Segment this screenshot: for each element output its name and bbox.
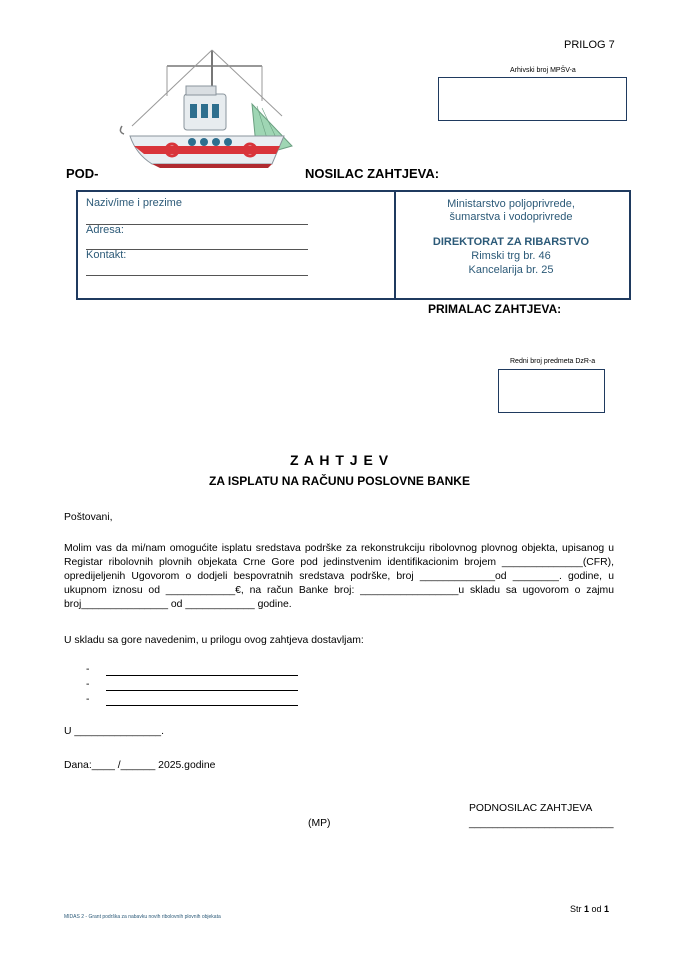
enclosure-bullet: - bbox=[86, 664, 90, 675]
enclosure-intro: U skladu sa gore navedenim, u prilogu ovog zahtjeva dostavljam: bbox=[64, 635, 364, 646]
applicant-heading-prefix: POD- bbox=[66, 166, 99, 181]
enclosure-bullet: - bbox=[86, 679, 90, 690]
attachment-number: PRILOG 7 bbox=[564, 39, 615, 51]
signature-label: PODNOSILAC ZAHTJEVA bbox=[469, 803, 593, 814]
directorate-name: DIREKTORAT ZA RIBARSTVO bbox=[432, 236, 590, 248]
greeting: Poštovani, bbox=[64, 512, 113, 523]
recipient-heading: PRIMALAC ZAHTJEVA: bbox=[428, 302, 562, 316]
signature-line[interactable]: _________________________ bbox=[469, 818, 614, 829]
recipient-address: Rimski trg br. 46 bbox=[471, 250, 551, 262]
applicant-heading: NOSILAC ZAHTJEVA: bbox=[305, 166, 440, 181]
footer-note: MIDAS 2 - Grant podrška za nabavku novih ribolovnih plovnih objekata bbox=[64, 914, 221, 920]
address-field-label: Adresa: bbox=[86, 224, 124, 236]
enclosure-line[interactable] bbox=[106, 705, 298, 706]
page-number: Str 1 od 1 bbox=[570, 904, 610, 914]
enclosure-bullet: - bbox=[86, 694, 90, 705]
request-paragraph: Molim vas da mi/nam omogućite isplatu sredstava podrške za rekonstrukciju ribolovnog plovnog objekta, upisanog u Registar ribolovnih plovnih objekata Crne Gore pod jedinstvenim identifikacionim brojem ______________(CFR), opredijeljenih Ugovorom o dodjeli bespovratnih sredstava podrške, broj _____________od ________. godine, u ukupnom iznosu od ____________€, na račun Banke broj: _________________u skladu sa ugovorom o zajmu broj_______________ od ____________ godine. bbox=[64, 543, 614, 610]
contact-field-line[interactable] bbox=[86, 275, 308, 276]
recipient-office: Kancelarija br. 25 bbox=[468, 264, 554, 276]
archive-number-field[interactable] bbox=[438, 77, 627, 121]
ministry-name-line2: šumarstva i vodoprivrede bbox=[449, 211, 573, 223]
date-field: Dana:____ /______ 2025.godine bbox=[64, 760, 216, 771]
place-field: U _______________. bbox=[64, 726, 164, 737]
fishing-boat-illustration bbox=[112, 46, 297, 174]
name-field-label: Naziv/ime i prezime bbox=[86, 197, 182, 209]
archive-number-label: Arhivski broj MPŠV-a bbox=[510, 67, 576, 74]
enclosure-line[interactable] bbox=[106, 690, 298, 691]
document-subtitle: ZA ISPLATU NA RAČUNU POSLOVNE BANKE bbox=[209, 474, 470, 488]
enclosure-line[interactable] bbox=[106, 675, 298, 676]
stamp-placeholder: (MP) bbox=[308, 818, 331, 829]
serial-number-label: Redni broj predmeta DzR-a bbox=[510, 358, 596, 365]
contact-field-label: Kontakt: bbox=[86, 249, 127, 261]
serial-number-field[interactable] bbox=[498, 369, 605, 413]
ministry-name-line1: Ministarstvo poljoprivrede, bbox=[447, 198, 575, 210]
document-title: Z A H T J E V bbox=[289, 452, 390, 468]
